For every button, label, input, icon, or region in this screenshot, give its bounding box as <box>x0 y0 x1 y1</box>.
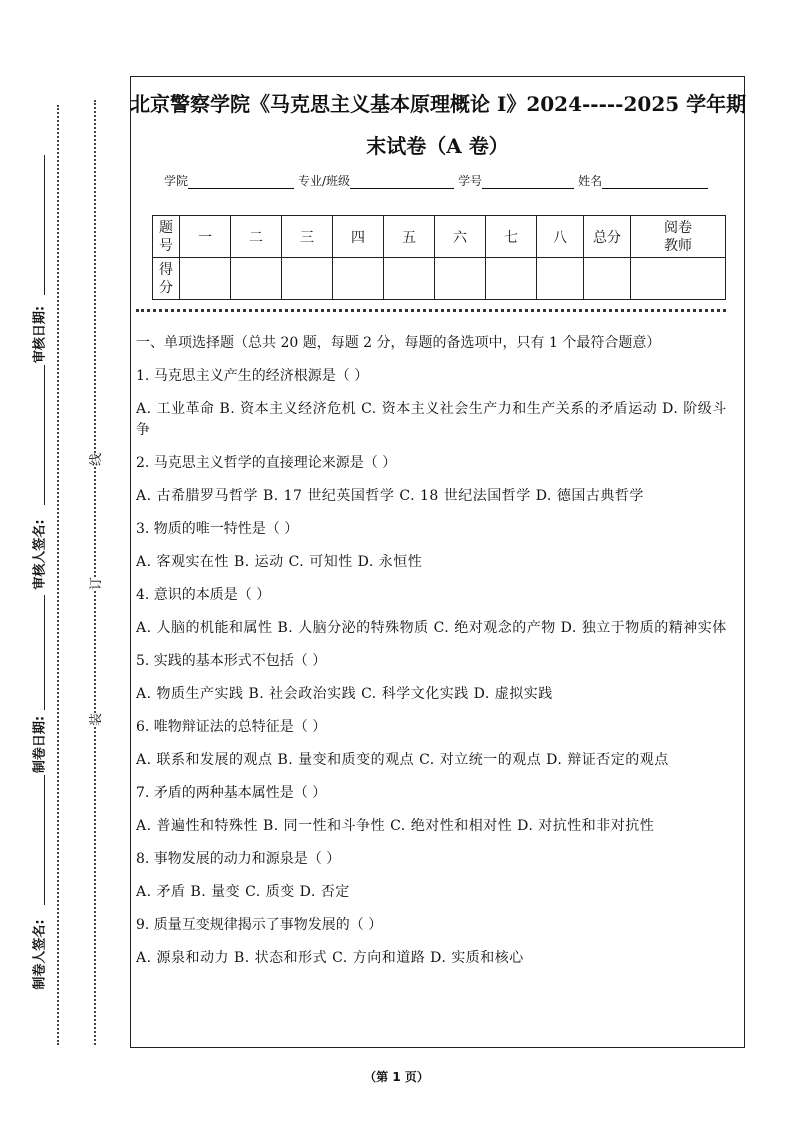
bind-ding-char: 订 <box>83 577 106 590</box>
score-cell[interactable] <box>384 258 435 300</box>
question-3: 3. 物质的唯一特性是（ ） <box>136 521 299 537</box>
score-col-6: 六 <box>435 216 486 258</box>
college-label: 学院 <box>164 174 189 188</box>
question-6: 6. 唯物辩证法的总特征是（ ） <box>136 719 327 735</box>
bind-zhuang-char: 装 <box>83 713 106 726</box>
question-content <box>136 333 741 969</box>
bind-xian-char: 线 <box>83 453 106 466</box>
score-cell[interactable] <box>282 258 333 300</box>
score-cell[interactable] <box>231 258 282 300</box>
section-heading: 一、单项选择题（总共 20 题，每题 2 分，每题的备选项中，只有 1 个最符合题意） <box>136 335 661 351</box>
score-col-7: 七 <box>486 216 537 258</box>
student-id-label: 学号 <box>458 174 483 188</box>
question-2: 2. 马克思主义哲学的直接理论来源是（ ） <box>136 455 397 471</box>
question-8-options: A. 矛盾 B. 量变 C. 质变 D. 否定 <box>136 884 350 900</box>
student-id-field[interactable] <box>482 174 574 189</box>
score-cell[interactable] <box>631 258 726 300</box>
left-dotted-line <box>57 105 59 1045</box>
question-6-options: A. 联系和发展的观点 B. 量变和质变的观点 C. 对立统一的观点 D. 辩证否定的观点 <box>136 752 669 768</box>
binding-dotted-line <box>94 100 96 1045</box>
question-3-options: A. 客观实在性 B. 运动 C. 可知性 D. 永恒性 <box>136 554 423 570</box>
score-col-1: 一 <box>180 216 231 258</box>
page-number: （第 1 页） <box>364 1070 429 1084</box>
prep-date-label: 制卷日期: <box>32 715 48 774</box>
score-cell[interactable] <box>486 258 537 300</box>
score-cell[interactable] <box>180 258 231 300</box>
score-col-2: 二 <box>231 216 282 258</box>
question-5-options: A. 物质生产实践 B. 社会政治实践 C. 科学文化实践 D. 虚拟实践 <box>136 686 553 702</box>
question-9-options: A. 源泉和动力 B. 状态和形式 C. 方向和道路 D. 实质和核心 <box>136 950 524 966</box>
preparer-sign-label: 制卷人签名: <box>32 919 48 990</box>
question-4: 4. 意识的本质是（ ） <box>136 587 271 603</box>
question-2-options: A. 古希腊罗马哲学 B. 17 世纪英国哲学 C. 18 世纪法国哲学 D. 德国古典哲学 <box>136 488 644 504</box>
score-cell[interactable] <box>584 258 631 300</box>
college-field[interactable] <box>188 174 294 189</box>
score-col-4: 四 <box>333 216 384 258</box>
question-5: 5. 实践的基本形式不包括（ ） <box>136 653 327 669</box>
teacher-label-2: 教师 <box>664 237 692 254</box>
question-1: 1. 马克思主义产生的经济根源是（ ） <box>136 368 369 384</box>
question-8: 8. 事物发展的动力和源泉是（ ） <box>136 851 341 867</box>
exam-title-line1: 北京警察学院《马克思主义基本原理概论 I》2024-----2025 学年期 <box>130 92 747 116</box>
exam-title-line2: 末试卷（A 卷） <box>366 134 509 158</box>
score-col-teacher <box>631 216 726 258</box>
name-field[interactable] <box>602 174 708 189</box>
score-cell[interactable] <box>333 258 384 300</box>
teacher-label-1: 阅卷 <box>664 219 692 236</box>
score-table-row2-label: 得分 <box>153 258 180 300</box>
score-col-5: 五 <box>384 216 435 258</box>
score-col-3: 三 <box>282 216 333 258</box>
score-table <box>152 215 726 300</box>
question-7: 7. 矛盾的两种基本属性是（ ） <box>136 785 327 801</box>
question-4-options: A. 人脑的机能和属性 B. 人脑分泌的特殊物质 C. 绝对观念的产物 D. 独立于物质的精神实体 <box>136 620 727 636</box>
student-info-row <box>164 172 712 189</box>
binding-sidebar <box>0 0 130 1122</box>
review-date-label: 审核日期: <box>32 305 48 364</box>
score-col-8: 八 <box>537 216 584 258</box>
score-cell[interactable] <box>435 258 486 300</box>
question-7-options: A. 普遍性和特殊性 B. 同一性和斗争性 C. 绝对性和相对性 D. 对抗性和非对抗性 <box>136 818 655 834</box>
reviewer-sign-label: 审核人签名: <box>32 519 48 590</box>
section-separator <box>136 309 726 312</box>
question-1-options: A. 工业革命 B. 资本主义经济危机 C. 资本主义社会生产力和生产关系的矛盾运动 D. 阶级斗争 <box>136 401 727 438</box>
reviewer-sign-line <box>44 365 45 505</box>
question-9: 9. 质量互变规律揭示了事物发展的（ ） <box>136 917 383 933</box>
major-field[interactable] <box>350 174 454 189</box>
score-col-total: 总分 <box>584 216 631 258</box>
name-label: 姓名 <box>578 174 603 188</box>
score-cell[interactable] <box>537 258 584 300</box>
preparer-sign-line <box>44 775 45 905</box>
major-label: 专业/班级 <box>298 174 351 188</box>
score-table-row1-label: 题号 <box>153 216 180 258</box>
